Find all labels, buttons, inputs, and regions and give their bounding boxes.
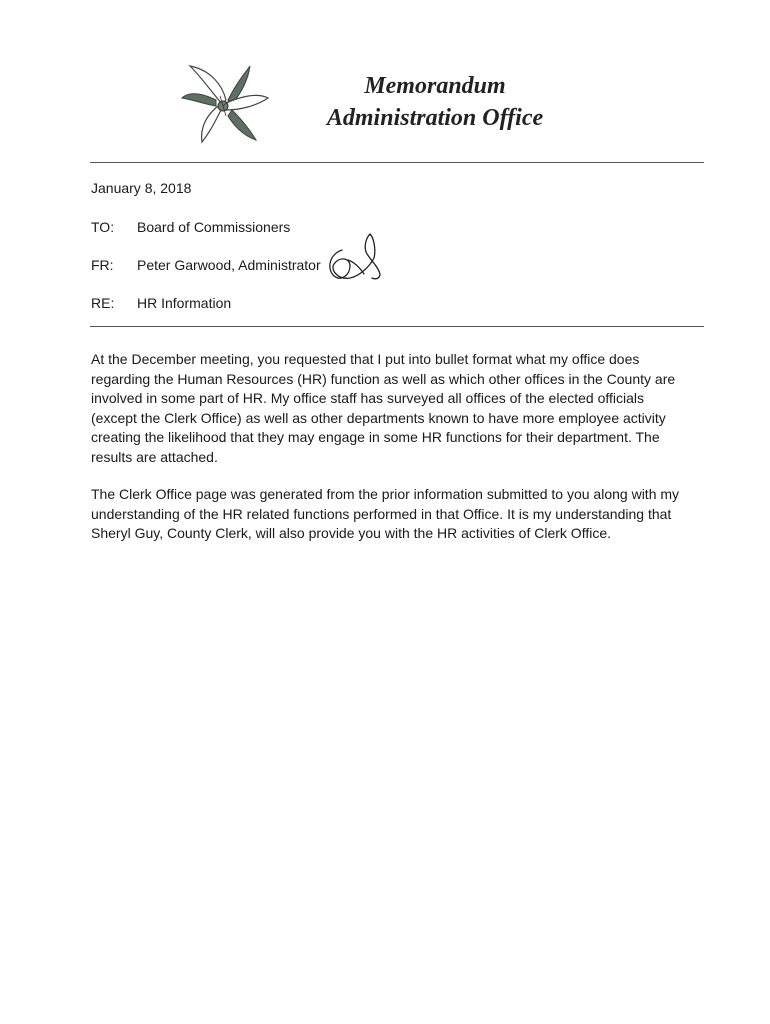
body-paragraph: At the December meeting, you requested that I put into bullet format what my office does regarding the Human Resources (HR) function as well as which other offices in the County are involved in some part of HR. My office staff has surveyed all offices of the elected officials (except the Clerk Office) as well as other departments known to have more employee activity creating the likelihood that they may engage in some HR functions for their department. The results are attached. [91,351,676,465]
to-label: TO: [91,219,115,235]
to-value: Board of Commissioners [137,219,291,235]
from-value: Peter Garwood, Administrator [137,257,321,273]
re-label: RE: [91,295,115,311]
memo-date: January 8, 2018 [91,180,192,196]
header-divider [90,162,704,163]
lily-flower-icon [176,60,272,146]
from-label: FR: [91,257,114,273]
re-value: HR Information [137,295,232,311]
handwritten-signature-icon [320,230,386,286]
memo-title [290,70,580,134]
title-memorandum: Memorandum [364,73,506,99]
title-office: Administration Office [326,105,544,131]
body-paragraph: The Clerk Office page was generated from the prior information submitted to you along with my understanding of the HR related functions performed in that Office. It is my understanding that Sheryl Guy, County Clerk, will also provide you with the HR activities of Clerk Office. [91,486,680,541]
fields-divider [90,326,704,327]
